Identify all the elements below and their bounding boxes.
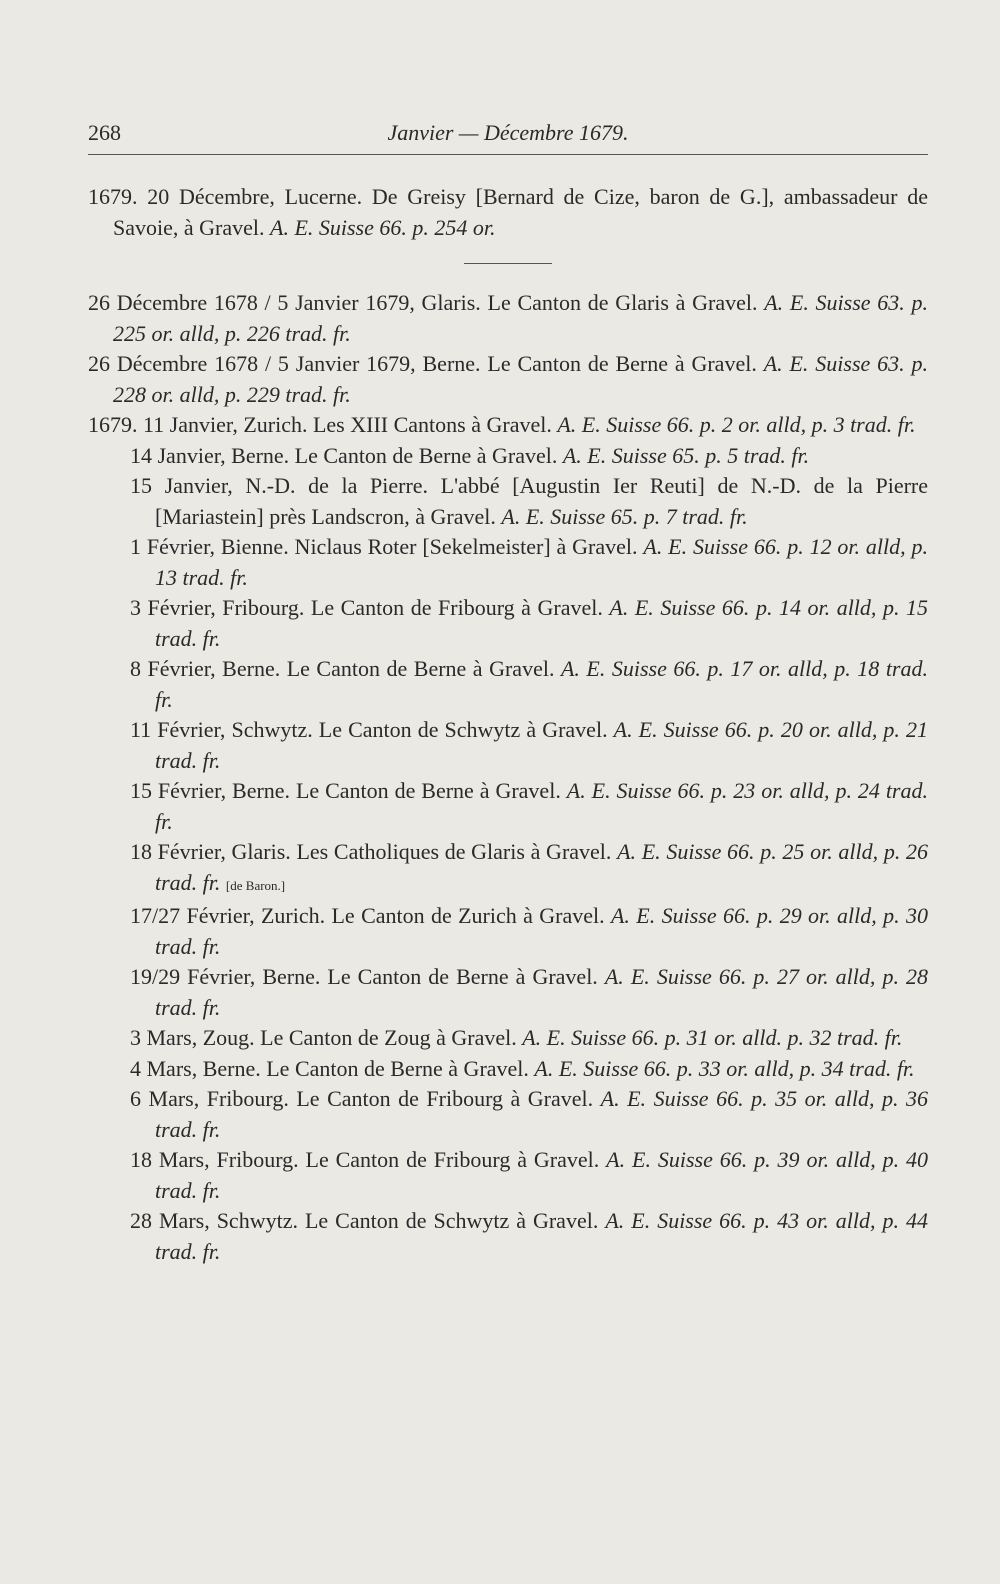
entry-source: A. E. Suisse 66. p. 23 or. alld, p. 24 trad. fr. [155,778,928,834]
entry-text: 18 Mars, Fribourg. Le Canton de Fribourg à Gravel. [130,1147,600,1172]
entry [88,410,928,441]
entry-note: [de Baron.] [225,877,286,893]
entry [88,288,928,349]
entry-source: A. E. Suisse 66. p. 43 or. alld, p. 44 trad. fr. [155,1208,928,1264]
entry-source: A. E. Suisse 65. p. 5 trad. fr. [562,442,810,468]
page-header [88,120,928,150]
entry [130,593,928,654]
entry-text: 1679. 20 Décembre, Lucerne. De Greisy [Bernard de Cize, baron de G.], ambassadeur de Savoie, à Gravel. [88,184,928,240]
entry-source: A. E. Suisse 66. p. 31 or. alld. p. 32 trad. fr. [522,1025,903,1050]
entry-source: A. E. Suisse 63. p. 225 or. alld, p. 226 trad. fr. [113,290,928,346]
entry [130,471,928,532]
entry-text: 11 Février, Schwytz. Le Canton de Schwytz à Gravel. [130,717,608,742]
entry [130,532,928,593]
entry [130,776,928,837]
running-title: Janvier — Décembre 1679. [387,120,629,145]
entry-text: 6 Mars, Fribourg. Le Canton de Fribourg à Gravel. [130,1086,594,1111]
entry-text: 18 Février, Glaris. Les Catholiques de Glaris à Gravel. [130,839,612,864]
entry-source: A. E. Suisse 66. p. 254 or. [270,214,496,240]
entry-source: A. E. Suisse 63. p. 228 or. alld, p. 229 trad. fr. [113,351,928,407]
header-rule [88,154,928,155]
separator-rule [464,263,552,264]
entry-text: 19/29 Février, Berne. Le Canton de Berne à Gravel. [130,964,598,989]
entry-source: A. E. Suisse 66. p. 29 or. alld, p. 30 trad. fr. [155,903,928,959]
calendar-entries [88,182,928,1267]
entry-source: A. E. Suisse 66. p. 27 or. alld, p. 28 trad. fr. [155,964,928,1020]
entry-text: 14 Janvier, Berne. Le Canton de Berne à Gravel. [130,442,558,468]
page-number: 268 [88,120,121,145]
entry-text: 3 Mars, Zoug. Le Canton de Zoug à Gravel. [130,1025,517,1050]
entry [130,1206,928,1267]
entry-text: 15 Janvier, N.-D. de la Pierre. L'abbé [Augustin Ier Reuti] de N.-D. de la Pierre [Mariastein] près Landscron, à Gravel. [130,473,928,529]
entry-source: A. E. Suisse 66. p. 39 or. alld, p. 40 trad. fr. [155,1147,928,1203]
entry [130,901,928,962]
entry [88,182,928,243]
entry-text: 4 Mars, Berne. Le Canton de Berne à Gravel. [130,1055,529,1081]
entry-source: A. E. Suisse 66. p. 35 or. alld, p. 36 trad. fr. [155,1086,928,1142]
entry [130,1023,928,1054]
entry [130,1145,928,1206]
entry [88,349,928,410]
entry [130,654,928,715]
entry [130,1084,928,1145]
entry-text: 1679. 11 Janvier, Zurich. Les XIII Cantons à Gravel. [88,412,552,437]
entry-source: A. E. Suisse 66. p. 2 or. alld, p. 3 trad. fr. [557,412,916,437]
entry-source: A. E. Suisse 65. p. 7 trad. fr. [501,503,748,529]
entry [130,715,928,776]
entry-text: 17/27 Février, Zurich. Le Canton de Zurich à Gravel. [130,903,605,928]
entry-text: 3 Février, Fribourg. Le Canton de Fribourg à Gravel. [130,595,603,620]
entry-text: 15 Février, Berne. Le Canton de Berne à Gravel. [130,778,561,803]
entry [130,962,928,1023]
entry-text: 26 Décembre 1678 / 5 Janvier 1679, Berne. Le Canton de Berne à Gravel. [88,351,757,376]
entry-source: A. E. Suisse 66. p. 33 or. alld, p. 34 trad. fr. [534,1055,915,1081]
entry-text: 8 Février, Berne. Le Canton de Berne à Gravel. [130,656,555,681]
entry-source: A. E. Suisse 66. p. 17 or. alld, p. 18 trad. fr. [155,656,928,712]
entry-source: A. E. Suisse 66. p. 20 or. alld, p. 21 trad. fr. [155,717,928,773]
entry [130,837,928,901]
entry-source: A. E. Suisse 66. p. 12 or. alld, p. 13 trad. fr. [155,534,929,590]
entry-source: A. E. Suisse 66. p. 25 or. alld, p. 26 trad. fr. [155,839,928,895]
entry-text: 26 Décembre 1678 / 5 Janvier 1679, Glaris. Le Canton de Glaris à Gravel. [88,290,758,315]
entry [130,441,928,472]
entry-source: A. E. Suisse 66. p. 14 or. alld, p. 15 trad. fr. [155,595,928,651]
entry [130,1054,928,1085]
entry-text: 28 Mars, Schwytz. Le Canton de Schwytz à Gravel. [130,1208,599,1233]
entry-text: 1 Février, Bienne. Niclaus Roter [Sekelmeister] à Gravel. [130,534,638,559]
